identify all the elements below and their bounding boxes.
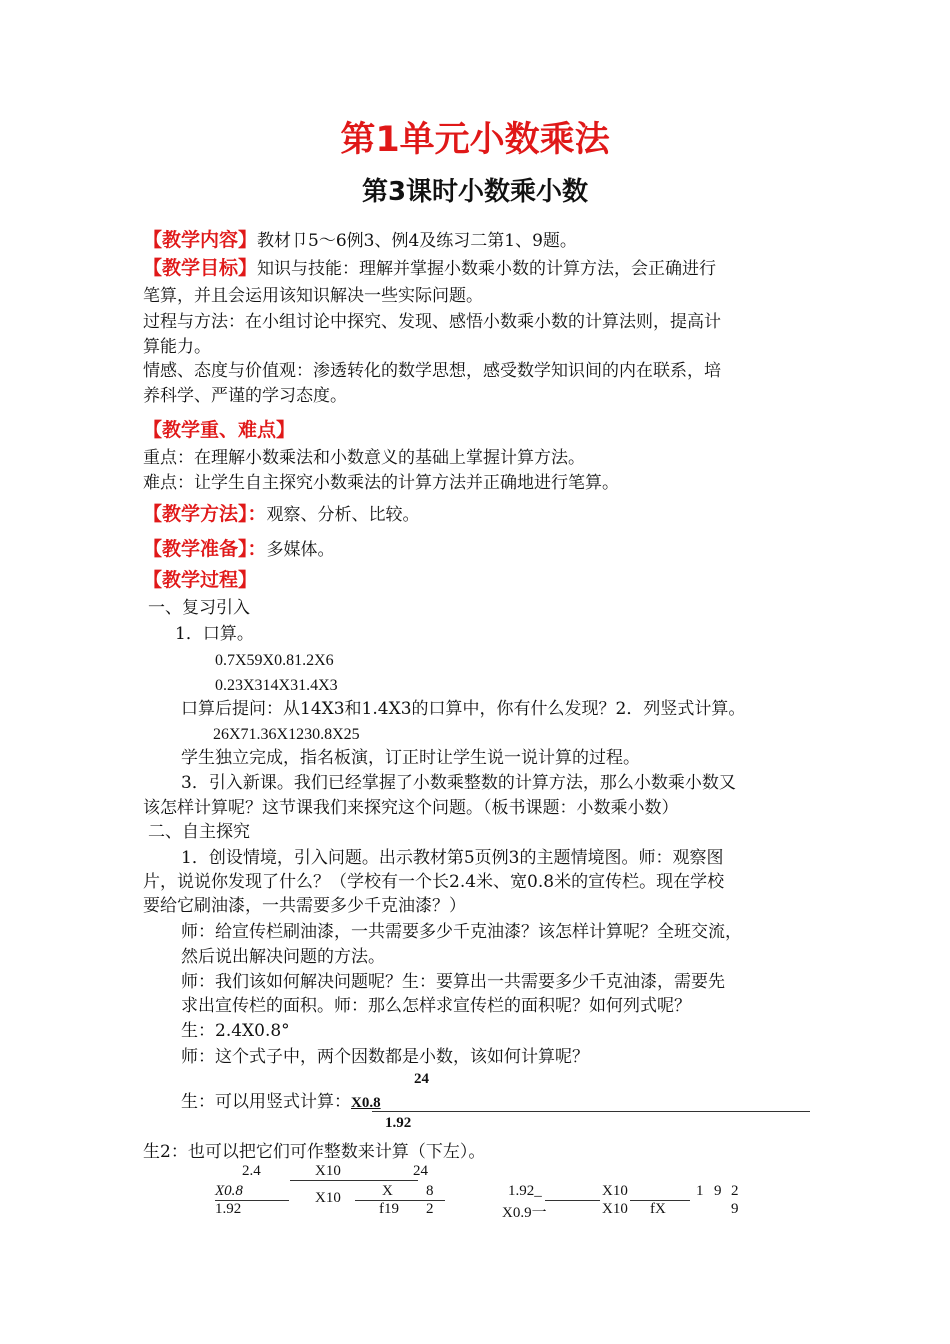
emotion-line-2: 养科学、严谨的学习态度。	[143, 386, 347, 406]
calc-r3-e: X10	[602, 1201, 628, 1217]
emotion-line-1: 情感、态度与价值观：渗透转化的数学思想，感受数学知识间的内在联系，培	[143, 361, 721, 381]
section-1-calc-2: 0.23X314X31.4X3	[215, 677, 338, 694]
calc-r3-b: f19	[379, 1201, 399, 1217]
calc-r3-c: 2	[426, 1201, 434, 1217]
teacher-line-2b: 求出宣传栏的面积。师：那么怎样求宣传栏的面积呢？如何列式呢？	[181, 996, 691, 1016]
section-1-item-3-line-2: 该怎样计算呢？这节课我们来探究这个问题。（板书课题：小数乘小数）	[143, 798, 679, 818]
calc-r2-f: X10	[602, 1183, 628, 1199]
prep-header: 【教学准备】：	[143, 538, 267, 560]
vertical-calc-result: 1.92	[385, 1115, 412, 1131]
calc-rule-1	[290, 1180, 418, 1181]
vertical-calc-top: 24	[414, 1071, 429, 1087]
section-2-title: 二、自主探究	[148, 822, 250, 842]
student-line-2: 生：可以用竖式计算：	[181, 1092, 351, 1112]
teacher-line-1b: 然后说出解决问题的方法。	[181, 947, 385, 967]
key-row	[143, 418, 813, 444]
section-1-calc-3: 26X71.36X1230.8X25	[213, 726, 360, 743]
key-header: 【教学重、难点】	[143, 419, 296, 441]
process-header-row	[143, 568, 813, 594]
section-1-note: 学生独立完成，指名板演，订正时让学生说一说计算的过程。	[181, 748, 640, 768]
goal-header: 【教学目标】	[143, 257, 258, 279]
calc-rule-4	[545, 1200, 600, 1201]
page-subtitle: 第3课时小数乘小数	[361, 177, 589, 207]
process-line-2: 算能力。	[143, 337, 211, 357]
prep-text: 多媒体。	[266, 540, 335, 560]
student-line-1: 生：2.4X0.8°	[181, 1021, 290, 1041]
section-1-calc-1: 0.7X59X0.81.2X6	[215, 652, 334, 669]
calc-r3-a: 1.92	[215, 1201, 242, 1217]
calc-r2-h: 9	[714, 1183, 722, 1199]
process-header: 【教学过程】	[143, 569, 258, 591]
calc-r3-f: fX	[650, 1201, 666, 1217]
prep-row	[143, 537, 813, 563]
goal-line-2: 笔算，并且会运用该知识解决一些实际问题。	[143, 286, 483, 306]
calc-r1-a: 2.4	[242, 1163, 261, 1179]
content-text: 教材卩5〜6例3、例4及练习二第1、9题。	[257, 231, 577, 251]
section-1-item-1: 1．口算。	[175, 624, 254, 644]
method-row	[143, 502, 813, 528]
goal-row	[143, 256, 813, 282]
section-2-item-1-line-2: 片，说说你发现了什么？（学校有一个长2.4米、宽0.8米的宣传栏。现在学校	[143, 872, 725, 892]
calc-r2-e: 1.92_	[508, 1183, 542, 1199]
calc-r1-b: X10	[315, 1163, 341, 1179]
calc-r2-b: X10	[315, 1190, 341, 1206]
calc-r2-c: X	[382, 1183, 393, 1199]
teacher-line-1a: 师：给宣传栏刷油漆，一共需要多少千克油漆？该怎样计算呢？全班交流，	[181, 922, 742, 942]
key-point: 重点：在理解小数乘法和小数意义的基础上掌握计算方法。	[143, 448, 585, 468]
student-line-2-row	[181, 1090, 851, 1116]
method-header: 【教学方法】：	[143, 503, 267, 525]
content-row	[143, 228, 813, 254]
section-1-item-3-line-1: 3．引入新课。我们已经掌握了小数乘整数的计算方法，那么小数乘小数又	[181, 773, 736, 793]
calc-r2-d: 8	[426, 1183, 434, 1199]
teacher-line-3: 师：这个式子中，两个因数都是小数，该如何计算呢？	[181, 1047, 589, 1067]
calc-r3-g: 9	[731, 1201, 739, 1217]
calc-r2-g: 1	[696, 1183, 704, 1199]
calc-r2-i: 2	[731, 1183, 739, 1199]
difficult-point: 难点：让学生自主探究小数乘法的计算方法并正确地进行笔算。	[143, 473, 619, 493]
process-line-1: 过程与方法：在小组讨论中探究、发现、感悟小数乘小数的计算法则，提高计	[143, 312, 721, 332]
calc-r2-a: X0.8	[215, 1183, 243, 1199]
goal-line-1: 知识与技能：理解并掌握小数乘小数的计算方法，会正确进行	[257, 259, 717, 279]
student-line-3: 生2：也可以把它们可作整数来计算（下左）。	[143, 1142, 486, 1162]
method-text: 观察、分析、比较。	[266, 505, 420, 525]
vertical-calc-multiplier: X0.8	[351, 1095, 381, 1111]
page-title: 第1单元小数乘法	[340, 120, 610, 160]
section-2-item-1-line-1: 1．创设情境，引入问题。出示教材第5页例3的主题情境图。师：观察图	[181, 848, 724, 868]
section-1-title: 一、复习引入	[148, 598, 250, 618]
calc-r1-c: 24	[413, 1163, 428, 1179]
section-2-item-1-line-3: 要给它刷油漆，一共需要多少千克油漆？）	[143, 896, 466, 916]
calc-r3-d: X0.9一	[502, 1205, 547, 1221]
teacher-line-2a: 师：我们该如何解决问题呢？生：要算出一共需要多少千克油漆，需要先	[181, 972, 725, 992]
vertical-calc-rule	[372, 1111, 810, 1112]
content-header: 【教学内容】	[143, 229, 258, 251]
section-1-question: 口算后提问：从14X3和1.4X3的口算中，你有什么发现？2．列竖式计算。	[181, 699, 746, 719]
